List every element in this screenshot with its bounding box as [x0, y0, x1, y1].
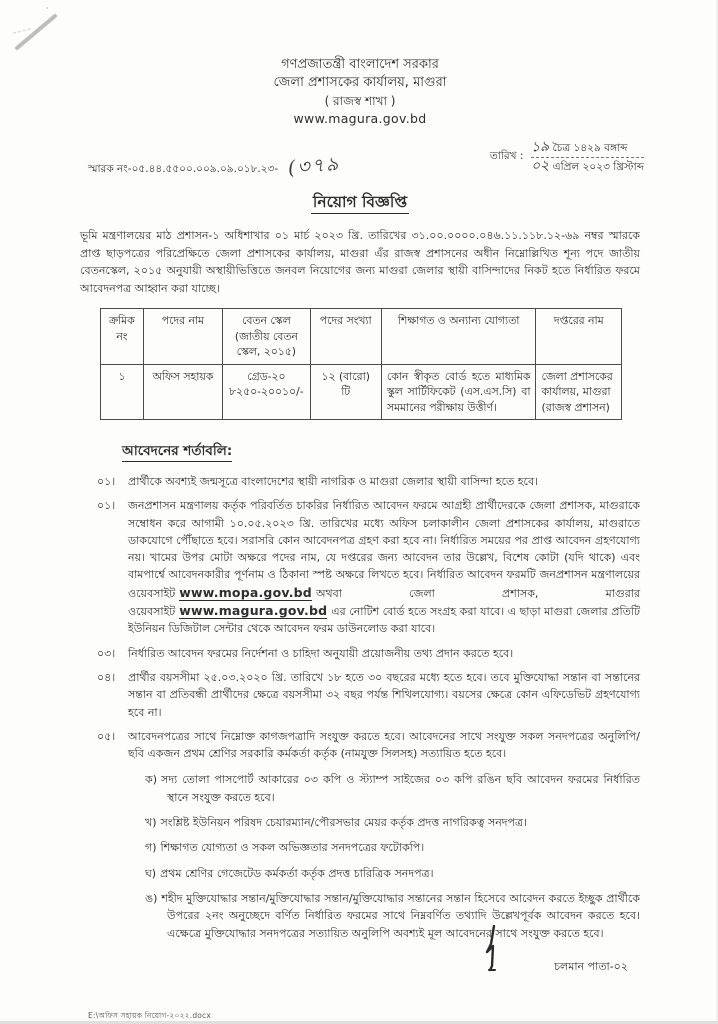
subpoint-label: ঙ): [145, 891, 158, 905]
table-row: [101, 364, 622, 420]
intro-paragraph: ভূমি মন্ত্রণালয়ের মাঠ প্রশাসন-১ অধিশাখার ০১ মার্চ ২০২৩ খ্রি. তারিখের ৩১.০০.০০০০.০৪৬.১১.১১৮.১২-৬৯ নম্বর স্মারকে প্রাপ্ত ছাড়পত্রের পরিপ্রেক্ষিতে জেলা প্রশাসকের কার্যালয়, মাগুরা এঁর রাজস্ব প্রশাসনের অধীন নিম্নোল্লিখিত শূন্য পদে জাতীয় বেতনস্কেল, ২০১৫ অনুযায়ী অস্থায়ীভিত্তিতে জনবল নিয়োগের জন্য মাগুরা জেলার স্থায়ী বাসিন্দাদের নিকট হতে নির্ধারিত ফরমে আবেদনপত্র আহ্বান করা যাচ্ছে।: [80, 229, 640, 295]
subpoint-uma: [145, 890, 640, 942]
subpoint-text: সদ্য তোলা পাসপোর্ট আকারের ০৩ কপি ও স্ট্যাম্প সাইজের ০৩ কপি রঙিন ছবি আবেদন ফরমের নির্ধারিত স্থানে সংযুক্ত করতে হবে।: [161, 773, 640, 804]
condition-item-4: [80, 669, 640, 721]
cell-qualification: কোন স্বীকৃত বোর্ড হতে মাধ্যমিক স্কুল সার্টিফিকেট (এস.এস.সি) বা সমমানের পরীক্ষায় উত্তীর্ণ।: [381, 364, 536, 420]
vacancy-table: [100, 308, 622, 420]
date-gregorian-day-handwritten: ০২: [530, 157, 550, 175]
condition-item-2: [80, 497, 640, 637]
subpoint-ga: [145, 839, 640, 856]
condition-text: [128, 497, 640, 637]
col-header-department: দপ্তরের নাম: [536, 309, 622, 365]
government-name: গণপ্রজাতন্ত্রী বাংলাদেশ সরকার: [281, 57, 439, 72]
pen-stroke-bottom: [468, 918, 528, 988]
magura-website-link: www.magura.gov.bd: [179, 603, 328, 619]
pencil-mark-topleft: [0, 0, 110, 95]
col-header-serial: ক্রমিক নং: [101, 309, 144, 365]
condition-text: নির্ধারিত আবেদন ফরমের নির্দেশনা ও চাহিদা অনুযায়ী প্রয়োজনীয় তথ্য প্রদান করতে হবে।: [128, 646, 514, 660]
date-bangla-day-handwritten: ১৯: [530, 138, 550, 156]
condition-text: প্রার্থীর বয়সসীমা ২৫.০৩.২০২০ খ্রি. তারিখে ১৮ হতে ৩০ বছরের মধ্যে হতে হবে। তবে মুক্তিযোদ্ধা সন্তান বা সন্তানের সন্তান বা প্রতিবন্ধী প্রার্থীদের ক্ষেত্রে বয়সসীমা ৩২ বছর পর্যন্ত শিথিলযোগ্য। বয়সের ক্ষেত্রে কোন এফিডেভিট গ্রহণযোগ্য হবে না।: [128, 670, 640, 719]
date-block: [490, 140, 644, 175]
subpoint-label: ঘ): [145, 866, 157, 880]
condition-text-part3: এর নোটিশ বোর্ড হতে সংগ্রহ করা যাবে। এ ছাড়া মাগুরা জেলার প্রতিটি ইউনিয়ন ডিজিটাল সেন্টার থেকে আবেদন ফরম ডাউনলোড করা যাবে।: [128, 605, 640, 636]
cell-post: অফিস সহায়ক: [143, 364, 222, 420]
conditions-heading-row: [122, 440, 640, 463]
file-path-footer: E:\অফিস সহায়ক নিয়োগ-২০২২.docx: [88, 1010, 212, 1020]
cell-count: ১২ (বারো) টি: [310, 364, 381, 420]
condition-item-5: [80, 728, 640, 763]
subpoint-gha: [145, 865, 640, 882]
subpoint-label: ক): [145, 773, 157, 787]
letterhead: [80, 56, 640, 128]
memo-date-row: [80, 138, 644, 184]
notice-title: নিয়োগ বিজ্ঞপ্তি: [311, 193, 409, 214]
date-label: তারিখ :: [489, 150, 524, 162]
office-name: জেলা প্রশাসকের কার্যালয়, মাগুরা: [273, 75, 447, 90]
subpoint-label: খ): [145, 816, 157, 830]
condition-number: ০৪।: [97, 670, 116, 684]
memo-number-label: স্মারক নং-০৫.৪৪.৫৫০০.০০৯.০৯.০১৮.২৩-: [88, 163, 279, 175]
condition-number: ০১।: [97, 475, 116, 488]
condition-number: ০৫।: [97, 729, 116, 743]
attachment-subpoints: [145, 771, 640, 941]
table-header-row: [101, 309, 622, 365]
branch-name: ( রাজস্ব শাখা ): [324, 94, 396, 108]
condition-number: ০৩।: [97, 646, 116, 660]
date-values: [531, 140, 644, 175]
col-header-count: পদের সংখ্যা: [310, 309, 381, 365]
subpoint-text: সংশ্লিষ্ট ইউনিয়ন পরিষদ চেয়ারম্যান/পৌরসভার মেয়র কর্তৃক প্রদত্ত নাগরিকত্ব সনদপত্র।: [160, 816, 528, 830]
subpoint-kha: [145, 814, 640, 831]
memo-number: [80, 140, 341, 184]
subpoint-text: শহীদ মুক্তিযোদ্ধার সন্তান/মুক্তিযোদ্ধার সন্তান/মুক্তিযোদ্ধার সন্তানের সন্তান হিসেবে আবেদন করতে ইচ্ছুক প্রার্থীকে উপরের ২নং অনুচ্ছেদে বর্ণিত নির্ধারিত ফরমের সাথে নিম্নবর্ণিত তথ্যাদি উল্লেখপূর্বক আবেদন করতে হবে। এক্ষেত্রে মুক্তিযোদ্ধার সনদপত্রের সত্যায়িত অনুলিপি অবশ্যই মূল আবেদনের সাথে সংযুক্ত করতে হবে।: [161, 891, 640, 940]
condition-text: আবেদনপত্রের সাথে নিম্নোক্ত কাগজপত্রাদি সংযুক্ত করতে হবে। আবেদনের সাথে সংযুক্ত সকল সনদপত্রের অনুলিপি/ছবি একজন প্রথম শ্রেণির সরকারি কর্মকর্তা কর্তৃক (নামযুক্ত সিলসহ) সত্যায়িত হতে হবে।: [128, 729, 640, 761]
subpoint-text: শিক্ষাগত যোগ্যতা ও সকল অভিজ্ঞতার সনদপত্রের ফটোকপি।: [160, 841, 425, 855]
condition-text-part2: অথবা জেলা প্রশাসক, মাগুরার ওয়েবসাইট: [128, 586, 640, 619]
cell-serial: ১: [101, 364, 144, 420]
mopa-website-link: www.mopa.gov.bd: [179, 584, 312, 600]
cell-payscale: গ্রেড-২০ ৮২৫০-২০০১০/-: [223, 364, 311, 420]
date-gregorian-rest: এপ্রিল ২০২৩ খ্রিস্টাব্দ: [552, 161, 644, 173]
condition-text: প্রার্থীকে অবশ্যই জন্মসূত্রে বাংলাদেশের স্থায়ী নাগরিক ও মাগুরা জেলার স্থায়ী বাসিন্দা হতে হবে।: [128, 475, 538, 488]
condition-item-1: [80, 473, 640, 490]
office-website: www.magura.gov.bd: [293, 111, 427, 126]
subpoint-ka: [145, 771, 640, 806]
conditions-heading: আবেদনের শর্তাবলি:: [122, 443, 232, 462]
cell-department: জেলা প্রশাসকের কার্যালয়, মাগুরা (রাজস্ব প্রশাসন): [536, 364, 622, 420]
condition-item-3: [80, 645, 640, 662]
continuation-note: চলমান পাতা-০২: [554, 959, 628, 973]
subpoint-text: প্রথম শ্রেণির গেজেটেড কর্মকর্তা কর্তৃক প্রদত্ত চারিত্রিক সনদপত্র।: [160, 866, 434, 880]
notice-title-row: [80, 190, 640, 216]
memo-number-handwritten: (৩৭৯: [287, 152, 342, 180]
condition-number: ০১।: [97, 499, 116, 513]
subpoint-label: গ): [145, 841, 157, 855]
col-header-post: পদের নাম: [143, 309, 222, 365]
col-header-qualification: শিক্ষাগত ও অন্যান্য যোগ্যতা: [381, 309, 536, 365]
date-gregorian: [531, 159, 644, 175]
date-bangla-rest: চৈত্র ১৪২৯ বঙ্গাব্দ: [552, 142, 628, 154]
col-header-payscale: বেতন স্কেল (জাতীয় বেতন স্কেল, ২০১৫): [223, 309, 311, 365]
condition-text-part1: জনপ্রশাসন মন্ত্রণালয় কর্তৃক পরিবর্তিত চাকরির নির্ধারিত আবেদন ফরমে আগ্রহী প্রার্থীদেরকে জেলা প্রশাসক, মাগুরাকে সম্বোধন করে আগামী ১০.০৫.২০২৩ খ্রি. তারিখের মধ্যে অফিস চলাকালীন জেলা প্রশাসকের কার্যালয়, মাগুরাতে ডাকযোগে পৌঁছাতে হবে। সরাসরি কোন আবেদনপত্র গ্রহণ করা হবে না। নির্ধারিত সময়ের পর প্রাপ্ত আবেদন গ্রহণযোগ্য নয়। খামের উপর মোটা অক্ষরে পদের নাম, যে দপ্তরের জন্য আবেদন তার উল্লেখ, বিশেষ কোটা (যদি থাকে) এবং বামপার্শ্বে আবেদনকারীর পূর্ণনাম ও ঠিকানা স্পষ্ট অক্ষরে লিখতে হবে। নির্ধারিত আবেদন ফরমটি জনপ্রশাসন মন্ত্রণালয়ের ওয়েবসাইট: [128, 499, 640, 600]
date-bangla: [531, 140, 644, 156]
